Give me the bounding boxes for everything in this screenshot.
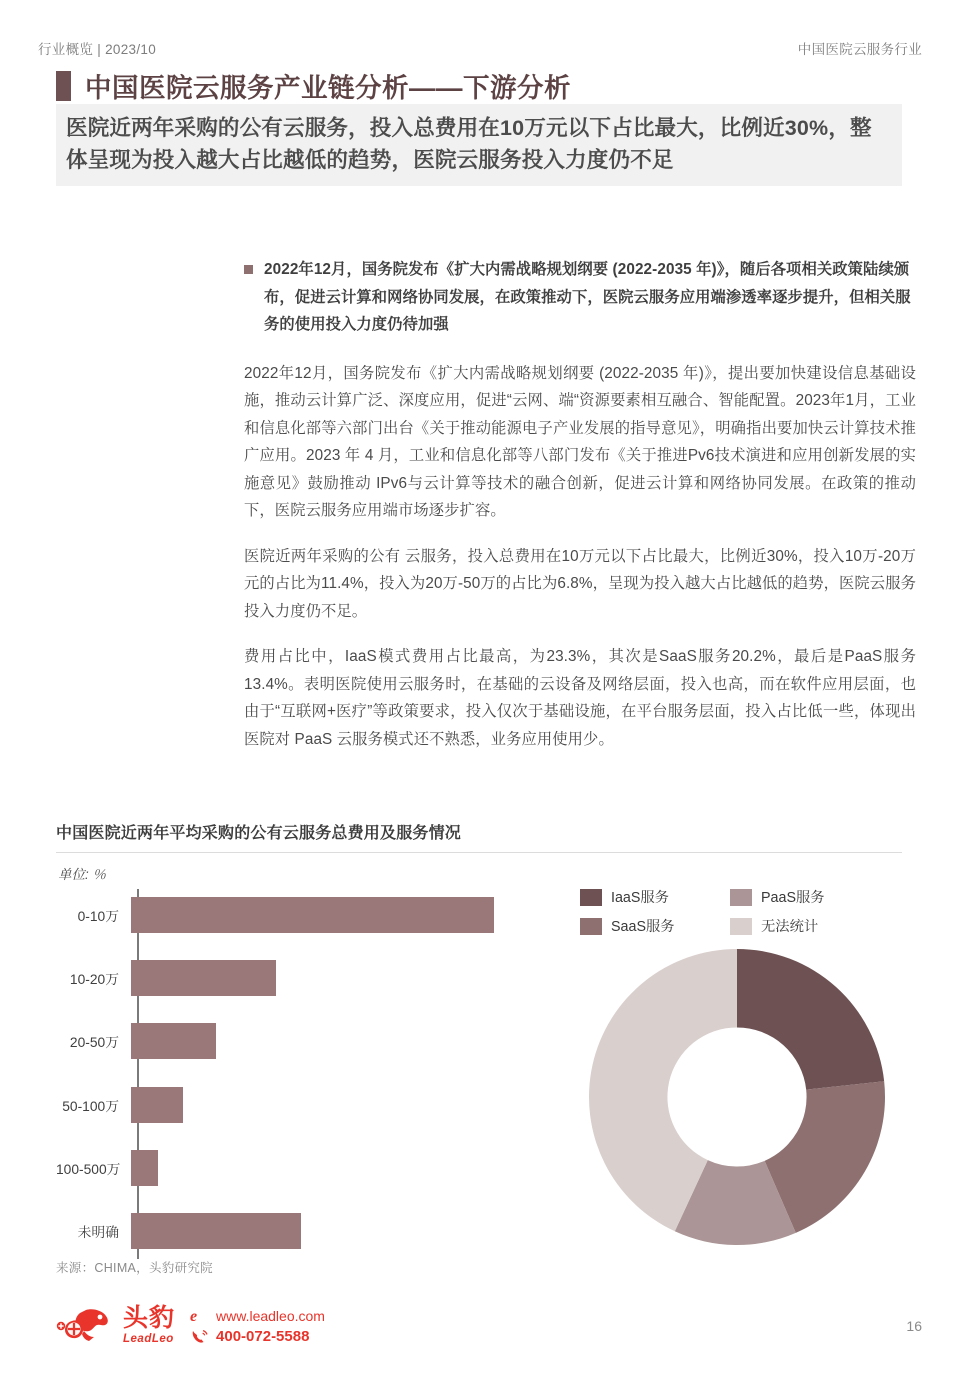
website-line bbox=[190, 1307, 325, 1324]
chart-area bbox=[56, 887, 902, 1262]
subtitle-band bbox=[56, 104, 902, 186]
chart-source: 来源：CHIMA，头豹研究院 bbox=[56, 1261, 213, 1275]
chart-title-divider bbox=[56, 852, 902, 853]
bar-category-label: 20-50万 bbox=[69, 1035, 119, 1051]
bar-fill bbox=[131, 960, 276, 996]
chart-block bbox=[56, 820, 902, 1262]
legend-label: SaaS服务 bbox=[611, 919, 675, 935]
brand-block bbox=[56, 1304, 325, 1348]
globe-icon bbox=[190, 1307, 209, 1324]
paragraph-1: 2022年12月，国务院发布《扩大内需战略规划纲要 (2022-2035 年)》，提出要加快建设信息基础设施，推动云计算广泛、深度应用，促进“云网、端“资源要素相互融合、智能配置。2023年1月，工业和信息化部等六部门出台《关于推动能源电子产业发展的指导意见》，明确指出要加快云计算技术推广应用。2023 年 4 月，工业和信息化部等八部门发布《关于推进Pv6技术演进和应用创新发展的实施意见》鼓励推动 IPv6与云计算等技术的融合创新，促进云计算和网络协同发展。在政策的推动下，医院云服务应用端市场逐步扩容。 bbox=[244, 364, 916, 519]
legend-swatch bbox=[730, 918, 752, 935]
bar-fill bbox=[131, 1150, 158, 1186]
legend-item bbox=[730, 887, 880, 907]
bar-category-label: 100-500万 bbox=[56, 1161, 121, 1177]
paragraph-3: 费用占比中，IaaS模式费用占比最高，为23.3%，其次是SaaS服务20.2%，最后是PaaS服务13.4%。表明医院使用云服务时，在基础的云设备及网络层面，投入也高，而在软件应用层面，也由于“互联网+医疗”等政策要求，投入仅次于基础设施，在平台服务层面，投入占比低一些，体现出医院对 PaaS 云服务模式还不熟悉，业务应用使用少。 bbox=[244, 648, 916, 748]
legend-swatch bbox=[730, 889, 752, 906]
bar-category-label: 0-10万 bbox=[77, 909, 119, 924]
brand-contact bbox=[190, 1307, 325, 1345]
header-breadcrumb: 行业概览 | 2023/10 bbox=[38, 42, 157, 57]
leopard-logo-icon bbox=[56, 1304, 114, 1348]
legend-label: IaaS服务 bbox=[611, 890, 670, 906]
legend-item bbox=[580, 916, 730, 936]
page-header bbox=[38, 38, 922, 60]
brand-name-en: LeadLeo bbox=[123, 1333, 174, 1346]
phone-icon bbox=[190, 1328, 209, 1345]
bullet-square-icon bbox=[244, 265, 253, 274]
bar-fill bbox=[131, 1213, 301, 1249]
legend-swatch bbox=[580, 918, 602, 935]
donut-slice bbox=[737, 949, 884, 1090]
donut-chart bbox=[587, 947, 887, 1247]
paragraph-2: 医院近两年采购的公有 云服务，投入总费用在10万元以下占比最大，比例近30%，投入10万-20万元的占比为11.4%，投入为20万-50万的占比为6.8%，呈现为投入越大占比越低的趋势，医院云服务投入力度仍不足。 bbox=[244, 547, 916, 620]
chart-title: 中国医院近两年平均采购的公有云服务总费用及服务情况 bbox=[56, 825, 462, 842]
brand-name bbox=[123, 1306, 175, 1346]
website-text: www.leadleo.com bbox=[216, 1307, 325, 1324]
donut-chart-panel bbox=[432, 887, 902, 1259]
bar-category-label: 未明确 bbox=[77, 1224, 119, 1240]
phone-line bbox=[190, 1328, 325, 1345]
legend-label: PaaS服务 bbox=[761, 890, 825, 906]
phone-text: 400-072-5588 bbox=[216, 1328, 310, 1345]
bar-fill bbox=[131, 1023, 216, 1059]
bar-category-label: 50-100万 bbox=[62, 1098, 119, 1114]
bar-category-label: 10-20万 bbox=[69, 972, 119, 988]
legend-item bbox=[730, 916, 880, 936]
brand-name-cn: 头豹 bbox=[123, 1304, 176, 1333]
page-title: 中国医院云服务产业链分析——下游分析 bbox=[85, 73, 571, 103]
chart-unit-label: 单位: ％ bbox=[58, 867, 107, 882]
key-point-text: 2022年12月，国务院发布《扩大内需战略规划纲要 (2022-2035 年)》，随后各项相关政策陆续颁布，促进云计算和网络协同发展，在政策推动下，医院云服务应用端渗透率逐步提升，但相关服务的使用投入力度仍待加强 bbox=[264, 261, 911, 333]
body-content bbox=[244, 256, 916, 768]
page-footer bbox=[56, 1304, 922, 1348]
header-industry-label: 中国医院云服务行业 bbox=[797, 42, 922, 57]
donut-legend bbox=[580, 887, 880, 936]
page-subtitle: 医院近两年采购的公有云服务，投入总费用在10万元以下占比最大，比例近30%，整体呈现为投入越大占比越低的趋势，医院云服务投入力度仍不足 bbox=[66, 116, 872, 172]
donut-wrap bbox=[432, 947, 902, 1257]
page-title-row bbox=[56, 66, 922, 105]
title-accent-bar bbox=[56, 71, 71, 101]
legend-swatch bbox=[580, 889, 602, 906]
page-number: 16 bbox=[906, 1318, 922, 1334]
key-point-bullet bbox=[244, 256, 916, 339]
bar-fill bbox=[131, 1087, 183, 1123]
svg-text:e: e bbox=[190, 1308, 198, 1324]
legend-label: 无法统计 bbox=[761, 919, 819, 935]
legend-item bbox=[580, 887, 730, 907]
